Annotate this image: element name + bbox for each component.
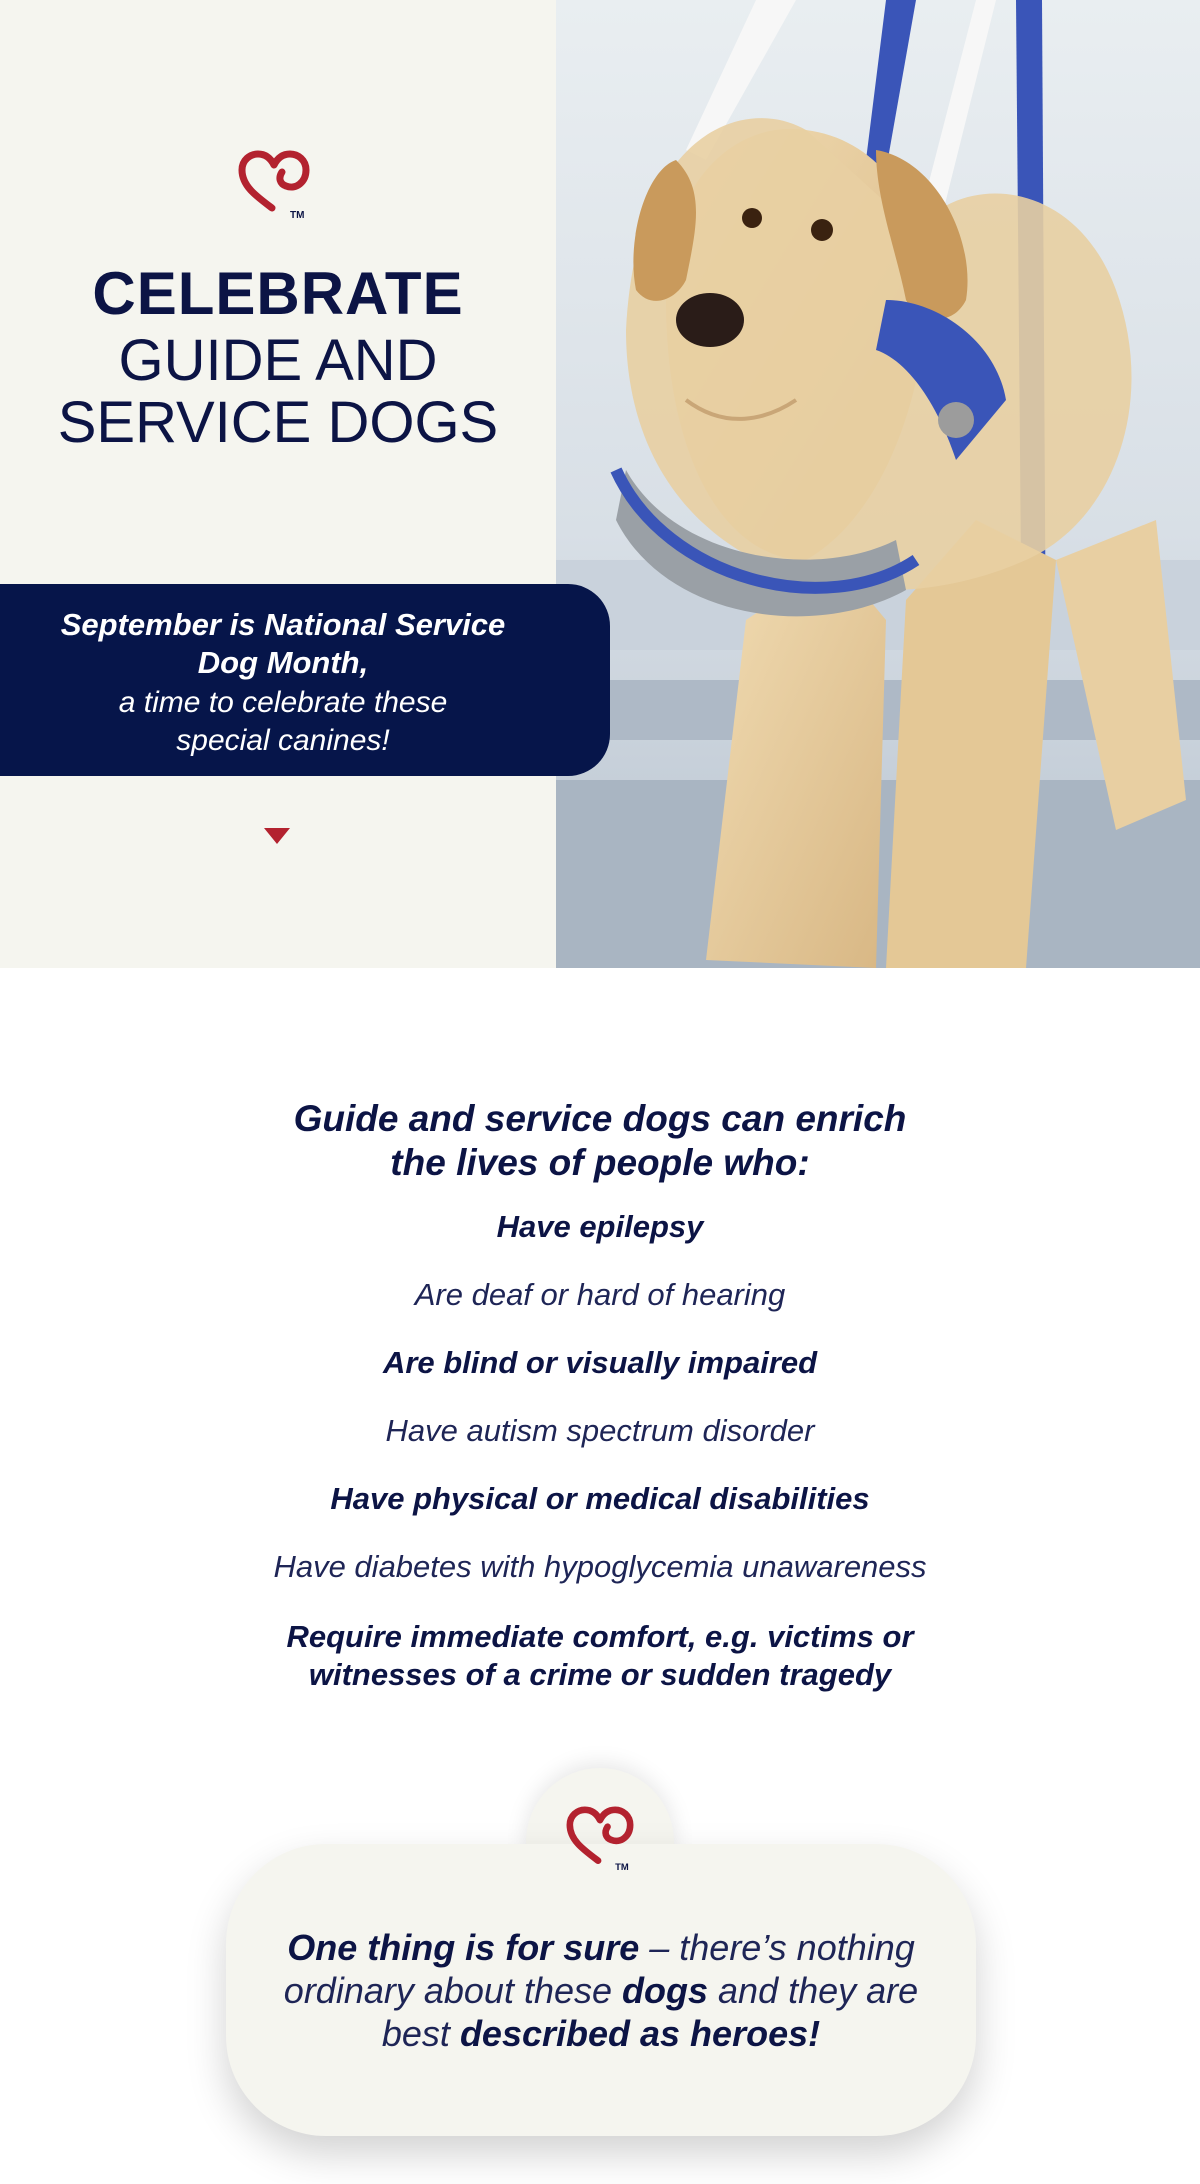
list-item-comfort-1: Require immediate comfort, e.g. victims or [286, 1619, 914, 1654]
quote-light-they-are: and they are [708, 1970, 919, 2011]
quote-light-ordinary: ordinary about these [283, 1970, 623, 2011]
trademark-label: TM [615, 1861, 629, 1872]
guide-dog-photo [556, 0, 1200, 968]
banner-light-line-2: special canines! [176, 724, 390, 757]
guide-dog-illustration [556, 0, 1200, 968]
trademark-label: TM [290, 210, 305, 220]
list-item-disabilities: Have physical or medical disabilities [330, 1481, 870, 1516]
list-item-deaf: Are deaf or hard of hearing [414, 1277, 786, 1312]
quote-line-1 [226, 1926, 976, 1969]
list-item-blind: Are blind or visually impaired [382, 1345, 818, 1380]
quote-bold-sure: One thing is for sure [287, 1927, 640, 1968]
hero-title-line-service: SERVICE DOGS [57, 390, 499, 455]
quote-line-2 [226, 1969, 976, 2012]
down-triangle-icon[interactable] [264, 828, 290, 844]
quote-text [226, 1926, 976, 2055]
heart-logo-icon [564, 1806, 636, 1872]
hero-title-line-guide: GUIDE AND [118, 328, 438, 393]
quote-light-nothing: – there’s nothing [639, 1927, 915, 1968]
enrich-heading-line-1: Guide and service dogs can enrich [293, 1097, 907, 1139]
banner-bold-line-2: Dog Month, [197, 645, 369, 680]
hero-section [0, 0, 1200, 968]
hero-text-panel [0, 0, 556, 968]
banner-light-text [0, 684, 566, 760]
enrich-heading-line-2: the lives of people who: [390, 1141, 810, 1183]
banner-bold-text [0, 606, 566, 682]
quote-bold-heroes: described as heroes! [459, 2013, 821, 2054]
banner-bold-line-1: September is National Service [60, 607, 506, 642]
quote-light-best: best [381, 2013, 460, 2054]
enrich-heading [0, 1097, 1200, 1185]
hero-title-celebrate: CELEBRATE [92, 260, 464, 327]
service-dog-month-banner [0, 584, 610, 776]
list-item-epilepsy: Have epilepsy [496, 1209, 704, 1244]
banner-light-line-1: a time to celebrate these [118, 686, 448, 719]
quote-bold-dogs: dogs [622, 1970, 709, 2011]
heart-logo-icon [236, 150, 312, 220]
quote-line-3 [226, 2012, 976, 2055]
list-item-autism: Have autism spectrum disorder [385, 1413, 815, 1448]
list-item-comfort-2: witnesses of a crime or sudden tragedy [308, 1657, 892, 1692]
list-item-diabetes: Have diabetes with hypoglycemia unawareness [273, 1549, 927, 1584]
hero-title-guide-service [0, 330, 556, 454]
